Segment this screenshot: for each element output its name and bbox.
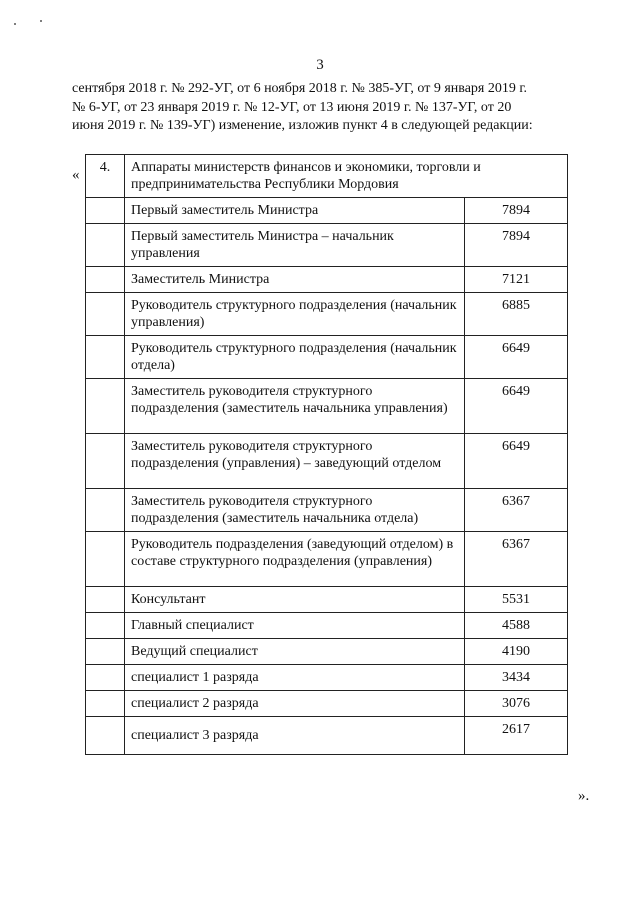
position-cell: Руководитель структурного подразделения (начальник управления): [125, 293, 465, 336]
position-cell: Первый заместитель Министра: [125, 198, 465, 224]
number-cell: [86, 532, 125, 587]
number-cell: [86, 379, 125, 434]
table-row: [86, 224, 568, 267]
number-cell: [86, 224, 125, 267]
value-cell: 6367: [465, 489, 568, 532]
position-cell: Заместитель руководителя структурного подразделения (заместитель начальника отдела): [125, 489, 465, 532]
value-cell: 7894: [465, 198, 568, 224]
position-cell: специалист 3 разряда: [125, 717, 465, 755]
table-row: [86, 198, 568, 224]
salary-table: [85, 154, 568, 755]
number-cell: [86, 717, 125, 755]
value-cell: 2617: [465, 717, 568, 755]
item-number: 4.: [86, 155, 125, 198]
table-row: [86, 293, 568, 336]
position-cell: специалист 2 разряда: [125, 691, 465, 717]
position-cell: Руководитель структурного подразделения (начальник отдела): [125, 336, 465, 379]
number-cell: [86, 639, 125, 665]
number-cell: [86, 691, 125, 717]
table-row: [86, 532, 568, 587]
value-cell: 4588: [465, 613, 568, 639]
position-cell: специалист 1 разряда: [125, 665, 465, 691]
number-cell: [86, 267, 125, 293]
table-row: [86, 717, 568, 755]
value-cell: 6649: [465, 379, 568, 434]
position-cell: Руководитель подразделения (заведующий отделом) в составе структурного подразделения (управления): [125, 532, 465, 587]
value-cell: 6649: [465, 336, 568, 379]
table-row: [86, 587, 568, 613]
table-row: [86, 336, 568, 379]
position-cell: Ведущий специалист: [125, 639, 465, 665]
value-cell: 7121: [465, 267, 568, 293]
table-row: [86, 434, 568, 489]
table-header-row: [86, 155, 568, 198]
intro-paragraph: [72, 80, 592, 136]
number-cell: [86, 587, 125, 613]
page-number: 3: [316, 57, 324, 73]
value-cell: 7894: [465, 224, 568, 267]
number-cell: [86, 613, 125, 639]
closing-quote: ».: [578, 788, 590, 804]
opening-quote: «: [72, 167, 80, 183]
number-cell: [86, 434, 125, 489]
section-title: Аппараты министерств финансов и экономики, торговли и предпринимательства Республики Мордовия: [125, 155, 568, 198]
value-cell: 6885: [465, 293, 568, 336]
value-cell: 3434: [465, 665, 568, 691]
value-cell: 6649: [465, 434, 568, 489]
value-cell: 4190: [465, 639, 568, 665]
position-cell: Главный специалист: [125, 613, 465, 639]
number-cell: [86, 489, 125, 532]
table-row: [86, 267, 568, 293]
scan-speck: [40, 20, 42, 22]
number-cell: [86, 336, 125, 379]
table-row: [86, 613, 568, 639]
table-row: [86, 691, 568, 717]
intro-line: сентября 2018 г. № 292-УГ, от 6 ноября 2018 г. № 385-УГ, от 9 января 2019 г.: [72, 81, 528, 96]
value-cell: 3076: [465, 691, 568, 717]
scan-speck: [14, 23, 16, 25]
number-cell: [86, 665, 125, 691]
position-cell: Заместитель руководителя структурного подразделения (заместитель начальника управления): [125, 379, 465, 434]
value-cell: 5531: [465, 587, 568, 613]
position-cell: Первый заместитель Министра – начальник управления: [125, 224, 465, 267]
table-row: [86, 379, 568, 434]
number-cell: [86, 198, 125, 224]
value-cell: 6367: [465, 532, 568, 587]
table-row: [86, 665, 568, 691]
position-cell: Заместитель руководителя структурного подразделения (управления) – заведующий отделом: [125, 434, 465, 489]
table-row: [86, 489, 568, 532]
position-cell: Заместитель Министра: [125, 267, 465, 293]
number-cell: [86, 293, 125, 336]
intro-line: № 6-УГ, от 23 января 2019 г. № 12-УГ, от 13 июня 2019 г. № 137-УГ, от 20: [72, 99, 512, 115]
intro-line: июня 2019 г. № 139-УГ) изменение, изложив пункт 4 в следующей редакции:: [72, 118, 533, 133]
table-row: [86, 639, 568, 665]
position-cell: Консультант: [125, 587, 465, 613]
